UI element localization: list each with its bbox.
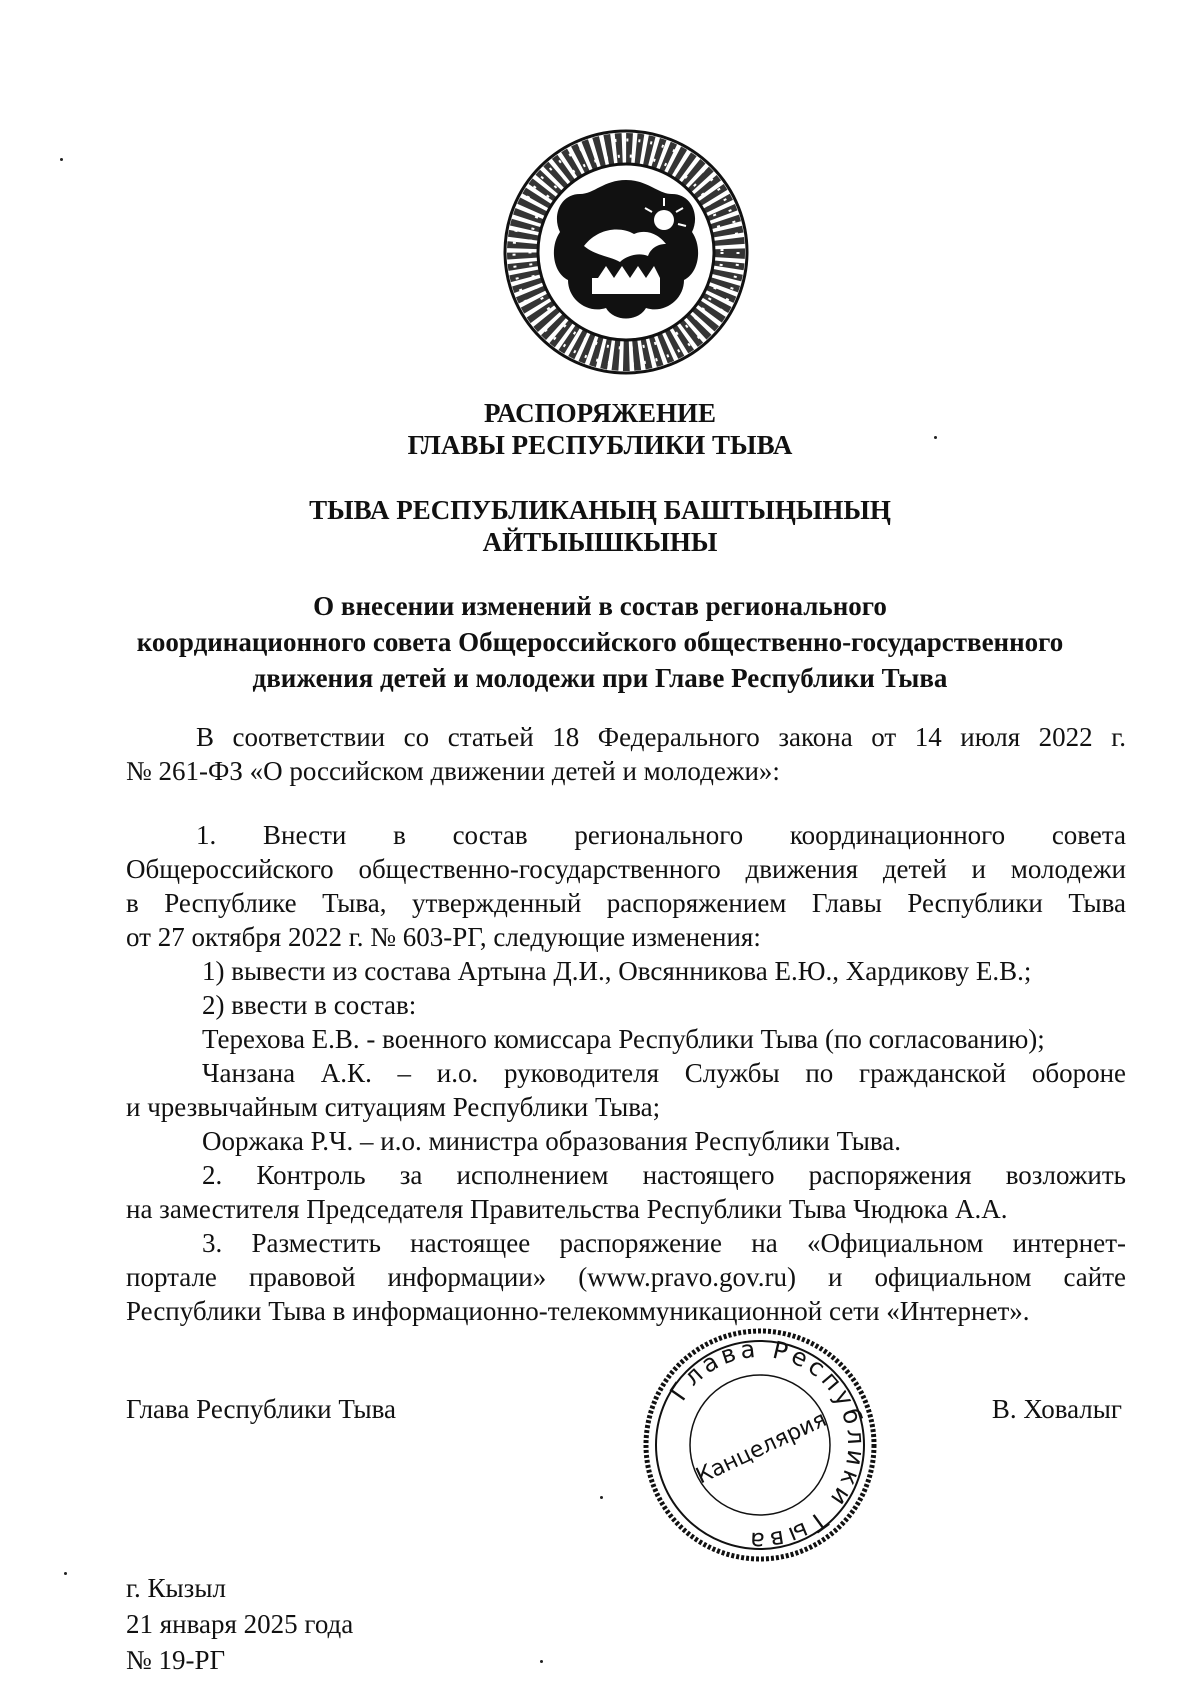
item-1-line1: 1. Внести в состав регионального координационного совета — [196, 820, 1126, 850]
official-stamp — [640, 1325, 880, 1565]
stamp-ring-text: Глава Республики Тыва — [664, 1334, 871, 1556]
order-title — [0, 397, 1200, 461]
subitem-2: 2) ввести в состав: — [202, 990, 417, 1020]
order-items — [126, 818, 1126, 1328]
signatory-position: Глава Республики Тыва — [126, 1394, 397, 1424]
item-1-line4: от 27 октября 2022 г. № 603-РГ, следующие изменения: — [126, 922, 761, 952]
footer-city: г. Кызыл — [126, 1573, 226, 1603]
preamble — [126, 720, 1126, 788]
preamble-line2: № 261-ФЗ «О российском движении детей и молодежи»: — [126, 756, 780, 786]
scan-speck — [934, 436, 937, 439]
subitem-1: 1) вывести из состава Артына Д.И., Овсянникова Е.Ю., Хардикову Е.В.; — [202, 956, 1032, 986]
member-terekhov: Терехова Е.В. - военного комиссара Республики Тыва (по согласованию); — [202, 1024, 1045, 1054]
item-3-line3: Республики Тыва в информационно-телекоммуникационной сети «Интернет». — [126, 1296, 1030, 1326]
scan-speck — [540, 1660, 543, 1663]
order-title-ru-line2: ГЛАВЫ РЕСПУБЛИКИ ТЫВА — [407, 430, 793, 460]
item-1-line3: в Республике Тыва, утвержденный распоряжением Главы Республики Тыва — [126, 888, 1126, 918]
member-oorzhak: Ооржака Р.Ч. – и.о. министра образования Республики Тыва. — [202, 1126, 902, 1156]
scan-speck — [600, 1496, 603, 1499]
member-chanzan-line1: Чанзана А.К. – и.о. руководителя Службы по гражданской обороне — [202, 1058, 1126, 1088]
preamble-line1: В соответствии со статьей 18 Федерального закона от 14 июля 2022 г. — [196, 722, 1126, 752]
coat-of-arms-emblem — [502, 128, 750, 376]
item-3-line1: 3. Разместить настоящее распоряжение на «Официальном интернет- — [202, 1228, 1126, 1258]
scan-speck — [60, 158, 63, 161]
footer-number: № 19-РГ — [126, 1645, 226, 1675]
order-subject-line2: координационного совета Общероссийского общественно-государственного — [136, 627, 1064, 657]
document-footer — [126, 1570, 353, 1678]
item-1-line2: Общероссийского общественно-государственного движения детей и молодежи — [126, 854, 1126, 884]
order-title-tyvan — [0, 494, 1200, 558]
item-2-line1: 2. Контроль за исполнением настоящего распоряжения возложить — [202, 1160, 1126, 1190]
order-title-tyv-line1: ТЫВА РЕСПУБЛИКАНЫҢ БАШТЫҢЫНЫҢ — [309, 495, 891, 525]
order-subject-line1: О внесении изменений в состав регионального — [313, 591, 887, 621]
stamp-center-text: Канцелярия — [692, 1407, 831, 1490]
item-3-line2: портале правовой информации» (www.pravo.gov.ru) и официальном сайте — [126, 1262, 1126, 1292]
signatory-name: В. Ховалыг — [991, 1394, 1122, 1424]
footer-date: 21 января 2025 года — [126, 1609, 354, 1639]
member-chanzan-line2: и чрезвычайным ситуациям Республики Тыва; — [126, 1092, 661, 1122]
order-title-ru-line1: РАСПОРЯЖЕНИЕ — [483, 398, 717, 428]
order-title-tyv-line2: АЙТЫЫШКЫНЫ — [482, 527, 718, 557]
item-2-line2: на заместителя Председателя Правительства Республики Тыва Чюдюка А.А. — [126, 1194, 1008, 1224]
order-subject-line3: движения детей и молодежи при Главе Республики Тыва — [252, 663, 948, 693]
scan-speck — [64, 1572, 67, 1575]
order-subject — [0, 588, 1200, 696]
